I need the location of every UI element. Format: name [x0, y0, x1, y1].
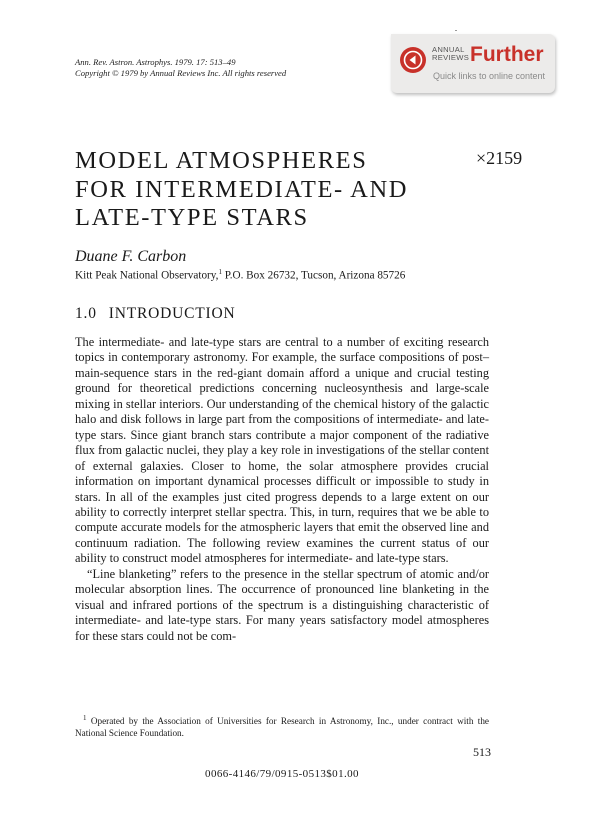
title-line: LATE-TYPE STARS	[75, 204, 309, 231]
author-name: Duane F. Carbon	[75, 248, 187, 265]
copyright-line: Copyright © 1979 by Annual Reviews Inc. All rights reserved	[75, 67, 287, 78]
footnote: $^1$ Operated by the Association of Universities for Research in Astronomy, Inc., under contract with the National Science Foundation.	[75, 714, 489, 739]
body-text	[75, 335, 489, 644]
footnote-marker: 1	[83, 714, 87, 722]
title-line: FOR INTERMEDIATE- AND	[75, 175, 409, 203]
further-arrow-icon	[400, 47, 426, 73]
catalog-mark: ×2159	[476, 148, 523, 168]
section-title: INTRODUCTION	[108, 305, 236, 322]
article-code: 0066-4146/79/0915-0513$01.00	[205, 768, 359, 780]
citation-line: Ann. Rev. Astron. Astrophys. 1979. 17: 513–49	[75, 57, 236, 67]
author-affiliation: Kitt Peak National Observatory,$^1$ P.O. Box 26732, Tucson, Arizona 85726	[75, 268, 406, 282]
section-number: 1.0	[75, 305, 97, 322]
footnote-marker: 1	[218, 268, 222, 276]
speck	[455, 30, 457, 31]
further-links-badge[interactable]	[391, 34, 555, 93]
paragraph: “Line blanketing” refers to the presence in the stellar spectrum of atomic and/or molecular absorption lines. The occurrence of pronounced line blanketing in the visual and infrared portions of the spectrum is a distinguishing characteristic of intermediate- and late-type stars. For many years satisfactory model atmospheres for these stars could not be com-	[75, 566, 489, 643]
paragraph: The intermediate- and late-type stars are central to a number of exciting research topics in contemporary astronomy. For example, the surface compositions of post–main-sequence stars in the red-giant domain afford a unique and crucial testing ground for theoretical predictions concerning nucleosynthesis and large-scale mixing in stellar interiors. Our understanding of the chemical history of the galactic halo and disk follows in large part from the compositions of intermediate- and late-type stars. Since giant branch stars contribute a major component of the radiative flux from galactic nuclei, they play a key role in investigations of the stellar content of external galaxies. Closer to home, the solar atmosphere provides crucial information on important dynamical processes difficult or impossible to study in stars. In all of the examples just cited progress depends to a large extent on our ability to correctly interpret stellar spectra. This, in turn, requires that we be able to compute accurate models for the atmospheric layers that emit the observed line and continuum radiation. The following review examines the current status of our ability to construct model atmospheres for intermediate- and late-type stars.	[75, 335, 489, 566]
page-number: 513	[473, 745, 491, 759]
journal-header	[75, 57, 286, 78]
further-subtitle: Quick links to online content	[433, 71, 546, 81]
section-heading	[75, 305, 247, 323]
further-label: Further	[470, 43, 544, 66]
article-title	[75, 147, 415, 233]
title-line: MODEL ATMOSPHERES	[75, 147, 368, 174]
annual-reviews-wordmark: ANNUAL REVIEWS	[432, 45, 470, 63]
